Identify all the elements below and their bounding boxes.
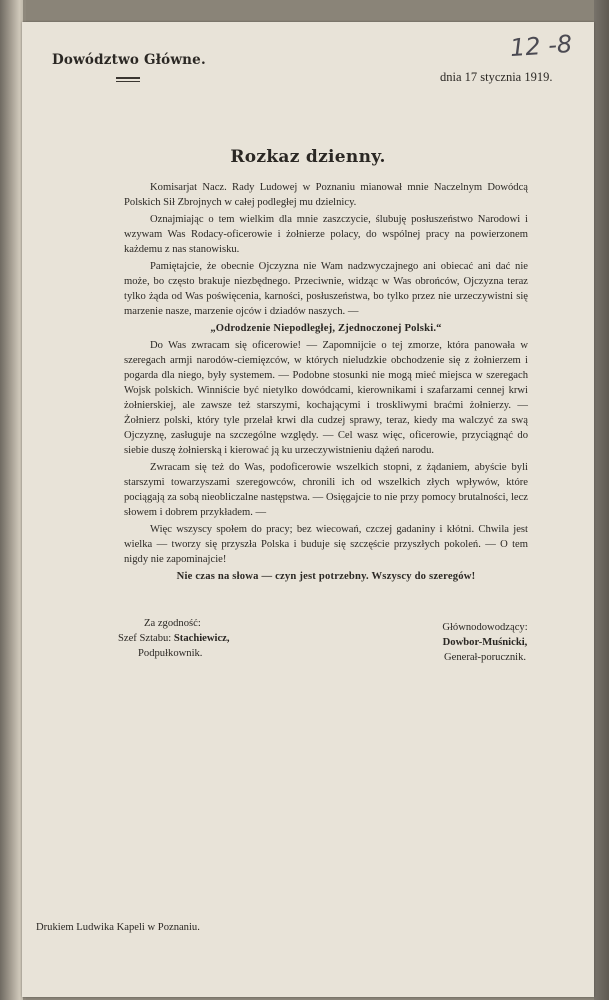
order-body — [124, 180, 528, 586]
closing-slogan: Nie czas na słowa — czyn jest potrzebny. Wszyscy do szeregów! — [176, 571, 476, 582]
issuer-underline — [116, 77, 140, 84]
paragraph-oath: Oznajmiając o tem wielkim dla mnie zaszczycie, ślubuję posłuszeństwo Narodowi i wzywam Was Rodacy-oficerowie i żołnierze polacy, do wspólnej pracy na powierzonem każdemu z nas stanowisku. — [124, 214, 528, 255]
issuer-heading: Dowództwo Główne. — [52, 52, 206, 68]
document-page — [22, 22, 594, 997]
slogan: „Odrodzenie Niepodległej, Zjednoczonej Polski.“ — [210, 323, 442, 334]
handwritten-number: 12 -8 — [509, 29, 574, 63]
signature-commander — [420, 620, 550, 665]
attestation-label: Za zgodność: — [144, 618, 201, 629]
chief-of-staff-rank: Podpułkownik. — [138, 648, 203, 659]
paragraph-nco: Zwracam się też do Was, podoficerowie wszelkich stopni, z żądaniem, abyście byli starszymi towarzyszami szeregowców, chronili ich od wszelkich złych wpływów, które pociągają za sobą nieobliczalne następstwa. — Osięgajcie to nie przy pomocy brutalności, lecz słowem i dobrem przykładem. — — [124, 462, 528, 518]
commander-title: Głównodowodzący: — [442, 622, 528, 633]
paragraph-officers: Do Was zwracam się oficerowie! — Zapomnijcie o tej zmorze, która panowała w szeregach armji narodów-ciemięzców, w których nieludzkie obchodzenie się z żołnierzem i pogarda dla niego, były systemem. — Podobne stosunki nie mogą mieć miejsca w szeregach Wojsk polskich. Winniście być nietylko dowódcami, kierownikami i szafarzami cennej krwi żołnierskiej, ale zawsze też starszymi, kochającymi i troskliwymi braćmi żołnierzy. — Żołnierz polski, który tyle przelał krwi dla cudzej sprawy, teraz, kiedy ma walczyć za swą Ojczyznę, zasługuje na szczególne względy. — Cel wasz więc, oficerowie, przyciągnąć do siebie duszę żołnierską i kierować ją ku urzeczywistnieniu dążeń narodu. — [124, 340, 528, 456]
chief-of-staff-line — [118, 631, 230, 646]
order-date: dnia 17 stycznia 1919. — [440, 70, 553, 84]
paragraph-call-to-work: Więc wszyscy społem do pracy; bez wiecowań, czczej gadaniny i kłótni. Chwila jest wielka — tworzy się przyszła Polska i buduje się szczęście przyszłych pokoleń. — O tem nigdy nie zapominajcie! — [124, 524, 528, 565]
scan-background-edge — [594, 0, 609, 1000]
commander-name: Dowbor-Muśnicki, — [442, 637, 528, 648]
commander-rank: Generał-porucznik. — [443, 652, 527, 663]
document-title: Rozkaz dzienny. — [230, 147, 386, 167]
paragraph-appointment: Komisarjat Nacz. Rady Ludowej w Poznaniu mianował mnie Naczelnym Dowódcą Polskich Sił Zbrojnych w całej podległej mu dzielnicy. — [124, 182, 528, 208]
paragraph-duty: Pamiętajcie, że obecnie Ojczyzna nie Wam nadzwyczajnego ani obiecać ani dać nie może, bo często brakuje niezbędnego. Przeciwnie, widząc w Was obrońców, Ojczyzna teraz tylko żąda od Was poświęcenia, karności, posłuszeństwa, bo tylko przez nie urzeczywistni się marzenie nasze, marzenie ojców i dziadów naszych. — — [124, 261, 528, 317]
signature-chief-of-staff — [118, 616, 230, 661]
printer-imprint: Drukiem Ludwika Kapeli w Poznaniu. — [36, 922, 200, 933]
chief-of-staff-name: Stachiewicz, — [173, 633, 230, 644]
chief-of-staff-title: Szef Sztabu: — [118, 633, 174, 644]
